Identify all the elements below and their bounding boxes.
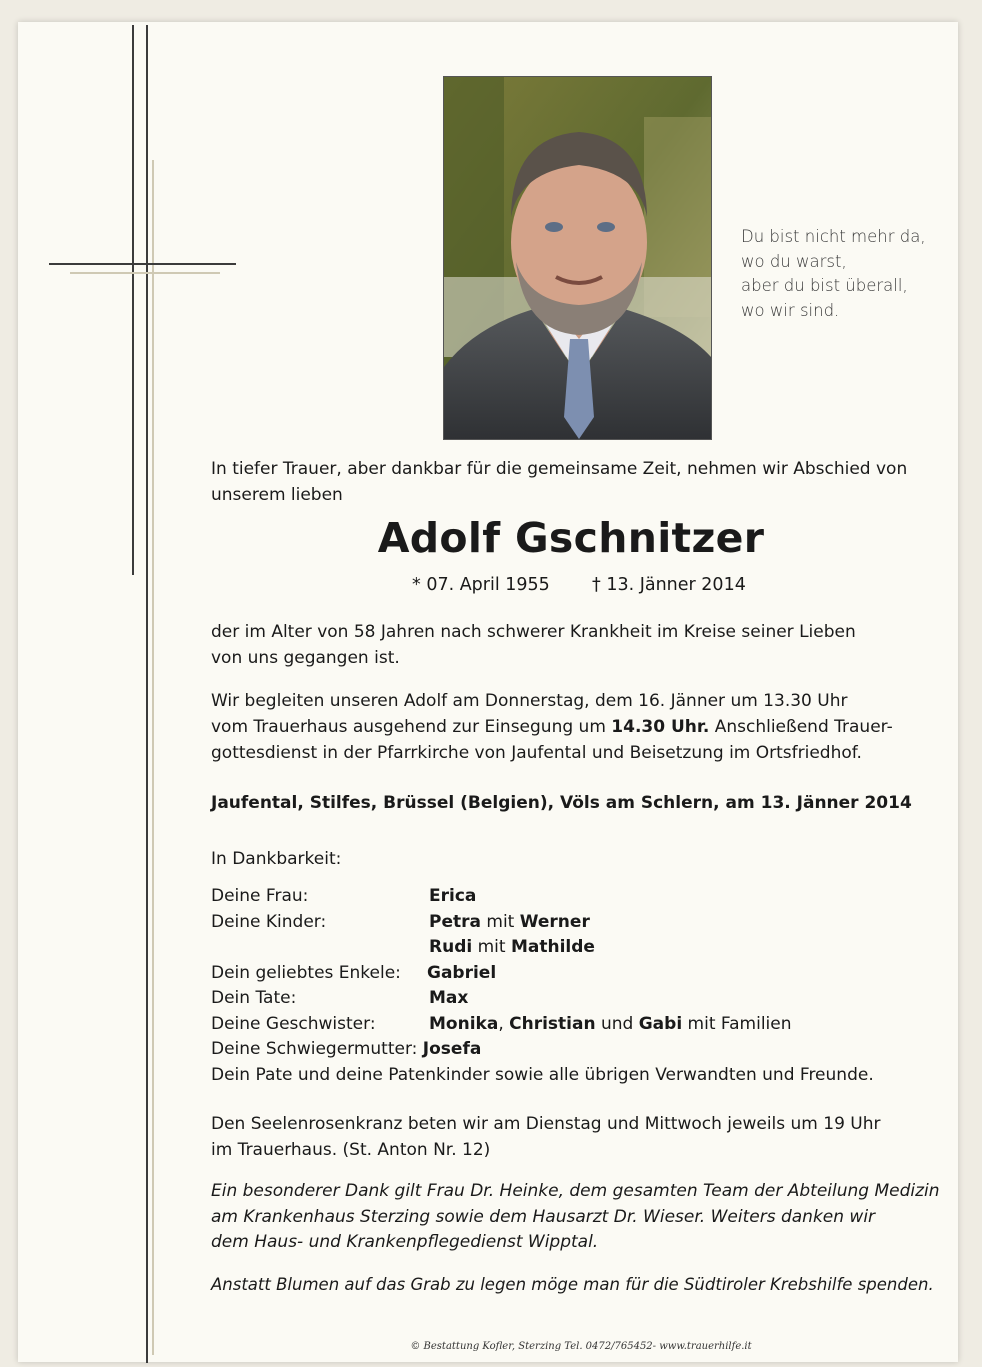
portrait-photo — [443, 76, 712, 440]
mourner-conj: und — [595, 1014, 639, 1034]
thanks-line: am Krankenhaus Sterzing sowie dem Hausarzt Dr. Wieser. Weiters danken wir — [211, 1207, 876, 1227]
deceased-name: Adolf Gschnitzer — [377, 514, 765, 562]
mourner-conj: mit — [480, 912, 520, 932]
footer-credit: © Bestattung Kofler, Sterzing Tel. 0472/765452- www.trauerhilfe.it — [410, 1341, 752, 1352]
mourner-label: Deine Kinder: — [211, 912, 327, 932]
mourner-name: Monika — [429, 1014, 499, 1034]
mourner-label: Dein Tate: — [211, 988, 297, 1008]
funeral-text: Anschließend Trauer- — [709, 717, 893, 737]
mourner-line — [211, 1039, 481, 1059]
mourner-conj: mit Familien — [682, 1014, 792, 1034]
quote-line: wo du warst, — [741, 251, 847, 271]
mourner-name: Mathilde — [510, 937, 595, 957]
mourner-value — [429, 937, 595, 957]
mourner-value — [429, 912, 590, 932]
cross-vertical-light — [152, 160, 154, 1355]
mourner-name: Gabi — [638, 1014, 683, 1034]
cross-vertical-dark-2 — [146, 25, 148, 1363]
cross-horizontal-light — [70, 272, 220, 274]
mourners-others: Dein Pate und deine Patenkinder sowie alle übrigen Verwandten und Freunde. — [211, 1065, 874, 1085]
intro-line: In tiefer Trauer, aber dankbar für die gemeinsame Zeit, nehmen wir Abschied von — [211, 459, 908, 479]
mourners-heading: In Dankbarkeit: — [211, 849, 342, 869]
rosary-line: Den Seelenrosenkranz beten wir am Dienstag und Mittwoch jeweils um 19 Uhr — [211, 1114, 881, 1134]
intro-line: unserem lieben — [211, 485, 343, 505]
memorial-quote — [741, 225, 951, 323]
thanks-line: dem Haus- und Krankenpflegedienst Wipptal. — [211, 1232, 599, 1252]
mourner-label: Deine Geschwister: — [211, 1014, 376, 1034]
thanks-line: Ein besonderer Dank gilt Frau Dr. Heinke, dem gesamten Team der Abteilung Medizin — [211, 1181, 940, 1201]
mourner-name: Christian — [509, 1014, 596, 1034]
funeral-line — [211, 714, 893, 740]
place-date: Jaufental, Stilfes, Brüssel (Belgien), Völs am Schlern, am 13. Jänner 2014 — [211, 793, 912, 813]
mourner-label: Deine Schwiegermutter: — [211, 1039, 423, 1059]
mourner-name: Werner — [519, 912, 590, 932]
mourner-name: Josefa — [422, 1039, 482, 1059]
funeral-line: Wir begleiten unseren Adolf am Donnerstag, dem 16. Jänner um 13.30 Uhr — [211, 691, 848, 711]
passing-line: von uns gegangen ist. — [211, 648, 400, 668]
funeral-time: 14.30 Uhr. — [611, 717, 710, 737]
quote-line: Du bist nicht mehr da, — [741, 227, 926, 246]
death-date: † 13. Jänner 2014 — [592, 575, 746, 595]
funeral-line: gottesdienst in der Pfarrkirche von Jaufental und Beisetzung im Ortsfriedhof. — [211, 743, 862, 763]
mourner-conj: mit — [472, 937, 511, 957]
donation-note: Anstatt Blumen auf das Grab zu legen möge man für die Südtiroler Krebshilfe spenden. — [211, 1275, 934, 1294]
mourner-value — [429, 1014, 792, 1034]
quote-line: aber du bist überall, — [741, 276, 908, 295]
funeral-text: vom Trauerhaus ausgehend zur Einsegung um — [211, 717, 612, 737]
mourner-name: Rudi — [429, 937, 473, 957]
mourner-label: Deine Frau: — [211, 886, 309, 906]
cross-vertical-dark-1 — [132, 25, 134, 575]
quote-line: wo wir sind. — [741, 300, 840, 320]
mourner-label: Dein geliebtes Enkele: — [211, 963, 401, 983]
mourner-conj: , — [498, 1014, 510, 1034]
mourner-value: Max — [429, 988, 469, 1008]
rosary-line: im Trauerhaus. (St. Anton Nr. 12) — [211, 1140, 491, 1160]
cross-horizontal-dark — [49, 263, 236, 265]
birth-date: * 07. April 1955 — [412, 575, 550, 595]
mourner-name: Petra — [429, 912, 481, 932]
passing-line: der im Alter von 58 Jahren nach schwerer Krankheit im Kreise seiner Lieben — [211, 622, 856, 642]
mourner-value: Erica — [429, 886, 477, 906]
mourner-value: Gabriel — [427, 963, 497, 983]
